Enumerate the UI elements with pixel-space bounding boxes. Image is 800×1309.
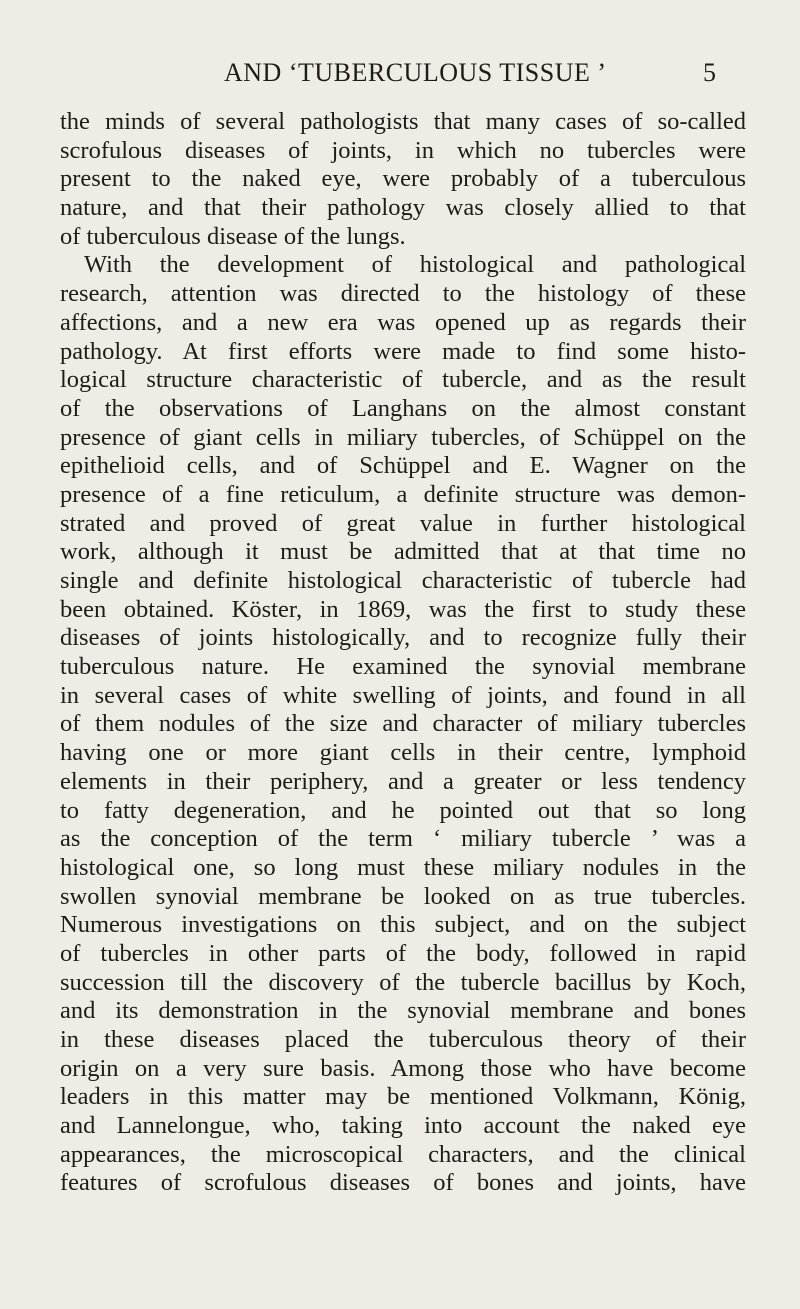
text-line: pathology. At first efforts were made to find some histo- bbox=[60, 337, 746, 365]
text-line: in these diseases placed the tuberculous theory of their bbox=[60, 1026, 746, 1053]
text-line: work, although it must be admitted that at that time no bbox=[60, 538, 746, 566]
text-line: succession till the discovery of the tubercle bacillus by Koch, bbox=[60, 968, 746, 996]
text-line: histological one, so long must these miliary nodules in the bbox=[60, 853, 746, 881]
page-number: 5 bbox=[703, 58, 716, 87]
text-line: diseases of joints histologically, and to recognize fully their bbox=[60, 624, 746, 652]
text-line: presence of a fine reticulum, a definite structure was demon- bbox=[60, 480, 746, 508]
text-line: the minds of several pathologists that many cases of so-called bbox=[60, 108, 746, 135]
text-line: scrofulous diseases of joints, in which no tubercles were bbox=[60, 136, 746, 164]
text-line: appearances, the microscopical characters, and the clinical bbox=[60, 1140, 746, 1168]
text-line: to fatty degeneration, and he pointed out that so long bbox=[60, 796, 746, 824]
text-line: and Lannelongue, who, taking into account the naked eye bbox=[60, 1112, 746, 1140]
text-line: of them nodules of the size and character of miliary tubercles bbox=[60, 710, 746, 738]
text-line: elements in their periphery, and a greater or less tendency bbox=[60, 767, 746, 795]
text-line: as the conception of the term ‘ miliary tubercle ’ was a bbox=[60, 825, 746, 853]
text-line: With the development of histological and pathological bbox=[84, 251, 746, 279]
body-text bbox=[60, 108, 746, 1198]
text-line: of tuberculous disease of the lungs. bbox=[60, 222, 406, 250]
text-line: nature, and that their pathology was closely allied to that bbox=[60, 194, 746, 222]
text-line: been obtained. Köster, in 1869, was the first to study these bbox=[60, 595, 746, 623]
text-line: leaders in this matter may be mentioned Volkmann, König, bbox=[60, 1083, 746, 1111]
text-line: and its demonstration in the synovial membrane and bones bbox=[60, 997, 746, 1025]
text-line: single and definite histological characteristic of tubercle had bbox=[60, 567, 746, 594]
text-line: origin on a very sure basis. Among those who have become bbox=[60, 1054, 746, 1082]
text-line: strated and proved of great value in further histological bbox=[60, 509, 746, 537]
text-line: research, attention was directed to the histology of these bbox=[60, 280, 746, 308]
text-line: present to the naked eye, were probably of a tuberculous bbox=[60, 165, 746, 193]
text-line: in several cases of white swelling of joints, and found in all bbox=[60, 681, 746, 709]
text-line: tuberculous nature. He examined the synovial membrane bbox=[60, 653, 746, 681]
running-head: AND ‘TUBERCULOUS TISSUE ’ bbox=[224, 58, 607, 87]
text-line: logical structure characteristic of tubercle, and as the result bbox=[60, 366, 746, 394]
text-line: having one or more giant cells in their centre, lymphoid bbox=[60, 739, 746, 767]
page-header bbox=[0, 56, 800, 96]
text-line: epithelioid cells, and of Schüppel and E. Wagner on the bbox=[60, 452, 746, 480]
text-line: of the observations of Langhans on the almost constant bbox=[60, 394, 746, 422]
text-line: affections, and a new era was opened up as regards their bbox=[60, 308, 746, 336]
text-line: Numerous investigations on this subject, and on the subject bbox=[60, 911, 746, 939]
text-line: of tubercles in other parts of the body, followed in rapid bbox=[60, 939, 746, 967]
text-line: presence of giant cells in miliary tubercles, of Schüppel on the bbox=[60, 423, 746, 451]
text-line: features of scrofulous diseases of bones and joints, have bbox=[60, 1169, 746, 1197]
text-line: swollen synovial membrane be looked on as true tubercles. bbox=[60, 882, 746, 910]
